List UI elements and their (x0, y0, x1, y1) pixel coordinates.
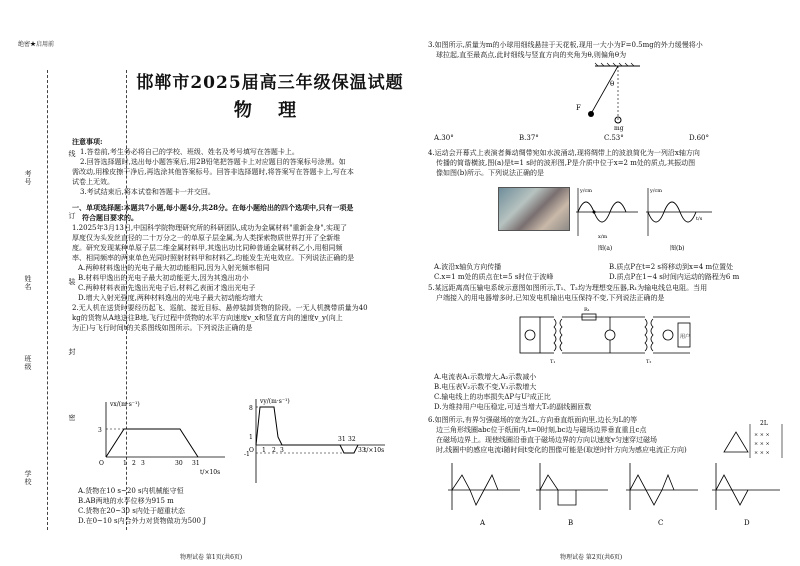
q3-option: C.53° (604, 134, 624, 142)
binding-line (47, 70, 48, 530)
q6-line: 6.如图所示,有界匀强磁场的宽为2L,方向垂直纸面向里,边长为L的等 (428, 416, 638, 424)
q1-option: B.材料甲逸出的光电子最大初动能更大,因为其逸出功小 (78, 274, 249, 282)
q1-line: 度。研究发现某种单原子层二维金属材料甲,其逸出功比同种普通金属材料乙小,用相同频 (72, 244, 343, 252)
svg-text:y/cm: y/cm (580, 188, 593, 194)
q1-line: 率、相同频率的两束单色光同时照射材料甲和材料乙,均能发生光电效应。下列说法正确的是 (72, 254, 355, 262)
q3-option: B.37° (519, 134, 539, 142)
note-line: 2.回答选择题时,选出每小题答案后,用2B铅笔把答题卡上对应题目的答案标号涂黑。如 (80, 158, 346, 166)
vy-ytick: 1 (249, 434, 253, 441)
vx-xtick: 1 (123, 460, 127, 467)
theta-label: θ (610, 80, 615, 88)
vy-xtick: O (249, 447, 254, 454)
q6-field-figure (720, 418, 785, 460)
field-exam-number: 考号 (24, 170, 32, 186)
field-name: 姓名 (24, 275, 32, 291)
note-line: 试卷上无效。 (72, 178, 114, 186)
q2-option: A.货物在10 s~20 s内机械能守恒 (78, 487, 184, 495)
note-line: 需改动,用橡皮擦干净后,再选涂其他答案标号。回答非选择题时,将答案写在答题卡上,写在本 (72, 168, 354, 176)
q4-text (428, 148, 788, 178)
svg-text:× × ×: × × × (754, 450, 770, 456)
vy-xtick: 3 (280, 447, 284, 454)
subject-title: 物 理 (233, 100, 307, 121)
q3-line: 3.如图所示,质量为m的小球用细线悬挂于天花板,现用一大小为F=0.5mg的外力缓慢将小 (428, 41, 703, 49)
svg-text:T₂: T₂ (646, 359, 652, 365)
svg-text:T₁: T₁ (550, 359, 556, 365)
svg-text:用户: 用户 (680, 334, 691, 340)
note-line: 1.答卷前,考生务必将自己的学校、班级、姓名及考号填写在答题卡上。 (80, 148, 299, 156)
field-school: 学校 (24, 470, 32, 486)
option-b-label: B (568, 519, 574, 527)
section-heading-cont: 符合题目要求的。 (82, 213, 138, 222)
q1-option: A.两种材料逸出的光电子最大初动能相同,因为入射光频率相同 (78, 264, 270, 272)
vy-ytick: -1 (244, 451, 250, 458)
vy-xtick: 32 (348, 436, 356, 443)
q4-option: A.波沿x轴负方向传播 (434, 263, 502, 271)
q1-option: C.两种材料表面先逸出光电子后,材料乙表面才逸出光电子 (78, 284, 256, 292)
q5-option: C.输电线上的功率损失ΔP与U²成正比 (434, 393, 551, 401)
svg-text:× × ×: × × × (754, 432, 770, 438)
q3-option: D.60° (689, 134, 709, 142)
q5-options (434, 372, 784, 412)
svg-text:R₁: R₁ (584, 307, 590, 313)
mark-bind: 订 (68, 212, 76, 220)
mark-secret: 密 (68, 414, 76, 422)
fig-a-caption: 图(a) (598, 245, 613, 252)
vx-xtick: O (99, 460, 104, 467)
q4-line: 4.运动会开幕式上表演者舞动绸带宛如水波涌动,现将绸带上的波浪简化为一列沿x轴方向 (428, 149, 700, 157)
wave-graph-a (570, 184, 640, 254)
notes-heading: 注意事项: (72, 137, 103, 146)
option-d-label: D (744, 519, 750, 527)
option-c-label: C (658, 519, 664, 527)
exam-title: 邯郸市2025届高三年级保温试题 (136, 73, 404, 93)
q2-option: D.在0~10 s内合外力对货物做功为500 J (78, 517, 207, 525)
q4-option: B.质点P在t=2 s将移动到x=4 m位置处 (609, 263, 734, 271)
vy-ylabel: vy/(m·s⁻¹) (260, 398, 290, 405)
q3-text (428, 40, 788, 60)
q5-option: A.电流表A₁示数增大,A₂示数减小 (434, 373, 537, 381)
ribbon-dance-photo (498, 187, 570, 231)
vy-graph (240, 395, 390, 487)
note-line: 3.考试结束后,将本试卷和答题卡一并交回。 (80, 188, 215, 196)
q1-line: 厚度仅为头发丝直径的二十万分之一的单原子层金属,为人类探索物质世界打开了全新维 (72, 234, 341, 242)
q2-option: B.AB两地的水平位移为915 m (78, 497, 174, 505)
vy-xtick: 31 (338, 436, 346, 443)
transmission-circuit (510, 305, 700, 365)
q6-text (428, 415, 728, 455)
vx-xlabel: t/×10s (200, 469, 221, 476)
q4-line: 传播的简谐横波,图(a)是t=1 s时的波形图,P是介质中位于x=2 m处的质点,其振动图 (436, 159, 696, 167)
mg-label: mg (614, 125, 624, 132)
q2-options (78, 486, 408, 526)
option-a-label: A (480, 519, 486, 527)
q4-option: C.x=1 m处的质点在t=5 s时位于波峰 (434, 273, 554, 281)
q3-option: A.30° (434, 134, 454, 142)
section-heading: 一、单项选择题:本题共7小题,每小题4分,共28分。在每小题给出的四个选项中,只有一项是 (72, 203, 354, 212)
vx-graph (90, 397, 230, 477)
vy-xtick: 2 (272, 447, 276, 454)
q5-line: 5.某远距离高压输电系统示意图如图所示,T₁、T₂均为理想变压器,R₁为输电线总电阻。当用 (428, 284, 708, 292)
q5-line: 户端接入的用电器增多时,已知发电机输出电压保持不变,下列说法正确的是 (436, 294, 665, 302)
svg-text:x/m: x/m (598, 234, 608, 240)
footer-page2: 物理试卷 第2页(共6页) (560, 554, 623, 561)
q2-option: C.货物在20~30 s内处于超重状态 (78, 507, 185, 515)
vx-ytick: 3 (98, 427, 102, 434)
q5-option: D.为维持用户电压稳定,可适当增大T₂的副线圈匝数 (434, 403, 592, 411)
svg-text:t/s: t/s (696, 216, 703, 222)
q1-option: D.增大入射光强度,两种材料逸出的光电子最大初动能均增大 (78, 294, 263, 302)
q6-line: 边三角形线圈abc位于纸面内,t=0时刻,bc边与磁场边界垂直重且c点 (436, 426, 647, 434)
force-label: F (576, 104, 581, 112)
fig-b-caption: 图(b) (670, 245, 685, 252)
vx-ylabel: vx/(m·s⁻¹) (110, 401, 140, 408)
footer-page1: 物理试卷 第1页(共6页) (180, 554, 243, 561)
field-class: 班级 (24, 355, 32, 371)
q6-answer-graphs (440, 455, 785, 530)
vy-xtick: 33 (358, 447, 366, 454)
svg-text:× × ×: × × × (754, 441, 770, 447)
svg-text:y/cm: y/cm (650, 188, 663, 194)
left-column (72, 137, 412, 333)
mark-line: 线 (68, 150, 76, 158)
vx-xtick: 3 (141, 460, 145, 467)
vy-xtick: 1 (262, 447, 266, 454)
q3-pendulum-figure (570, 62, 660, 132)
vx-xtick: 31 (192, 460, 200, 467)
vx-xtick: 30 (175, 460, 183, 467)
q5-text (428, 283, 788, 303)
q2-line: kg的货物从A地送往B地,飞行过程中货物的水平方向速度v_x和竖直方向的速度v_y(向上 (72, 314, 343, 322)
q1-line: 1.2025年3月13日,中国科学院物理研究所的科研团队,成功为金属材料"重新金身",实现了 (72, 224, 347, 232)
confidential-label: 绝密★启用前 (18, 41, 55, 48)
vx-xtick: 2 (132, 460, 136, 467)
q4-options (434, 262, 784, 282)
q2-line: 2.无人机在送货时要经历起飞、巡航、接近目标、悬停装卸货物的阶段。一无人机携带质量为40 (72, 304, 368, 312)
vy-ytick: 8 (249, 405, 253, 412)
q4-line: 像如图(b)所示。下列说法正确的是 (436, 169, 544, 177)
q3-line: 球拉起,直至最高点,此时细线与竖直方向的夹角为θ,则偏角θ为 (436, 51, 627, 59)
q4-option: D.质点P在1~4 s时间内运动的路程为6 m (609, 273, 740, 281)
vy-xlabel: t/×10s (364, 447, 385, 454)
q2-line: 为正)与飞行时间t的关系图线如图所示。下列说法正确的是 (72, 324, 253, 332)
field-width-label: 2L (760, 420, 768, 427)
wave-graph-b (640, 184, 715, 254)
q6-line: 在磁场边界上。现使线圈沿垂直于磁场边界的方向以速度v匀速穿过磁场 (436, 436, 657, 444)
mark-seal: 封 (68, 348, 76, 356)
q6-line: 时,线圈中的感应电流i随时间t变化的图像可能是(取逆时针方向为感应电流正方向) (436, 446, 687, 454)
q5-option: B.电压表V₂示数不变,V₃示数增大 (434, 383, 537, 391)
mark-pack: 装 (68, 278, 76, 286)
q3-options (434, 133, 774, 143)
